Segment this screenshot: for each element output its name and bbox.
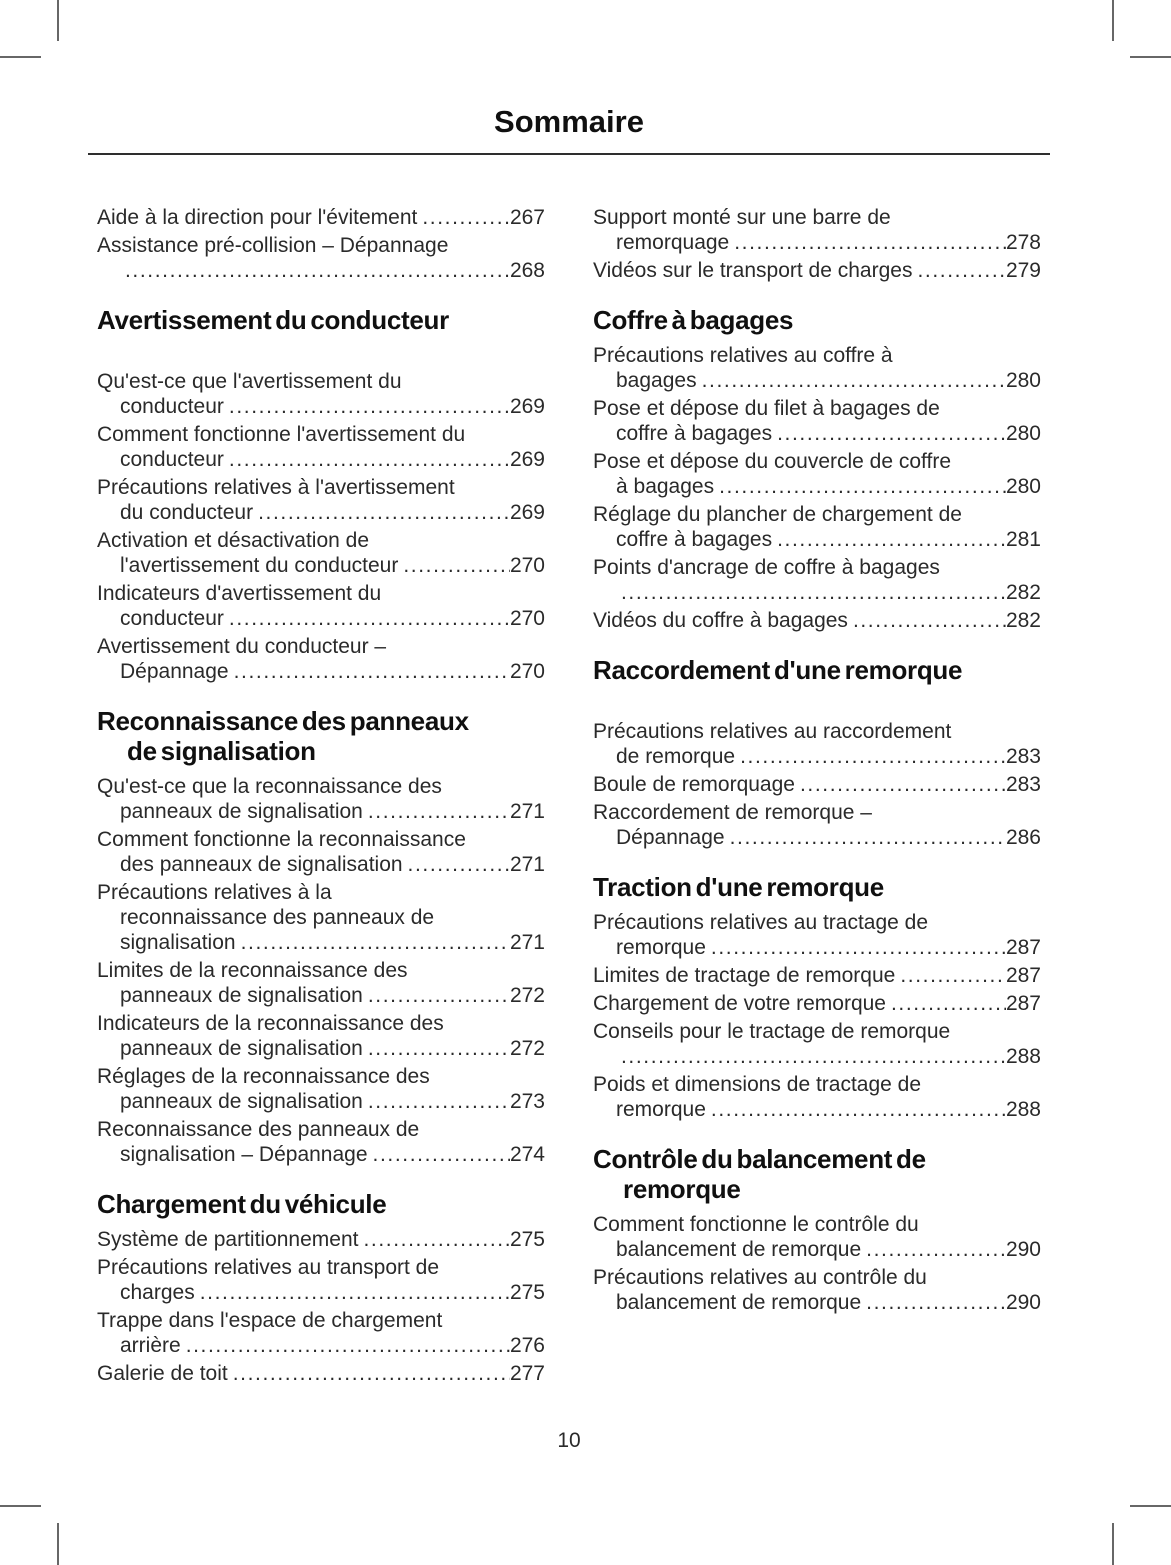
- toc-entry-text-line: Précautions relatives au tractage de: [593, 911, 929, 934]
- toc-entry: [97, 1308, 545, 1358]
- toc-entry-page-number: 283: [1005, 745, 1041, 768]
- toc-entry-page-number: 271: [509, 931, 545, 954]
- dot-leader: [861, 1237, 1006, 1262]
- dot-leader: [120, 258, 510, 283]
- dot-leader: [735, 744, 1006, 769]
- toc-entry-text: Chargement de votre remorque: [593, 992, 886, 1015]
- toc-entry-page-number: 282: [1005, 609, 1041, 632]
- crop-mark-bottom-left-vertical: [57, 1523, 59, 1565]
- toc-entry-text-line: Reconnaissance des panneaux de: [97, 1118, 420, 1141]
- dot-leader: [358, 1227, 509, 1252]
- toc-entry-text: Aide à la direction pour l'évitement: [97, 206, 418, 229]
- toc-entry-last-line: [593, 1044, 1041, 1069]
- toc-entry-last-line: [97, 799, 545, 824]
- toc-entry: [593, 772, 1041, 797]
- toc-entry-last-line: [97, 205, 545, 230]
- dot-leader: [398, 553, 510, 578]
- dot-leader: [224, 447, 510, 472]
- toc-entry-text: panneaux de signalisation: [120, 1090, 363, 1113]
- section-heading-line: Chargement du véhicule: [97, 1189, 387, 1219]
- toc-entry-text: panneaux de signalisation: [120, 1037, 363, 1060]
- toc-entry-text: à bagages: [616, 475, 715, 498]
- crop-mark-bottom-right-vertical: [1112, 1523, 1114, 1565]
- toc-entry-page-number: 269: [509, 395, 545, 418]
- toc-entry-text: signalisation – Dépannage: [120, 1143, 368, 1166]
- crop-mark-bottom-right-horizontal: [1130, 1505, 1171, 1507]
- toc-entry: [97, 1011, 545, 1061]
- toc-entry-last-line: [593, 772, 1041, 797]
- toc-entry: [593, 1265, 1041, 1315]
- toc-entry-last-line: [593, 1290, 1041, 1315]
- toc-entry: [97, 581, 545, 631]
- toc-entry-text-line: Support monté sur une barre de: [593, 206, 891, 229]
- toc-entry-text-line: Raccordement de remorque –: [593, 801, 872, 824]
- dot-leader: [228, 1361, 510, 1386]
- toc-entry-last-line: [97, 1361, 545, 1386]
- toc-entry-last-line: [593, 1097, 1041, 1122]
- toc-entry: [593, 991, 1041, 1016]
- toc-entry-text-line: Comment fonctionne le contrôle du: [593, 1213, 919, 1236]
- toc-entry-page-number: 286: [1005, 826, 1041, 849]
- toc-entry-last-line: [593, 474, 1041, 499]
- dot-leader: [236, 930, 510, 955]
- dot-leader: [886, 991, 1006, 1016]
- toc-entry-page-number: 288: [1005, 1098, 1041, 1121]
- section-heading-line: Raccordement d'une remorque: [593, 655, 963, 685]
- toc-entry-page-number: 278: [1005, 231, 1041, 254]
- toc-entry-last-line: [97, 1142, 545, 1167]
- toc-entry-page-number: 279: [1005, 259, 1041, 282]
- toc-entry-last-line: [97, 930, 545, 955]
- toc-entry-text-line: Qu'est-ce que l'avertissement du: [97, 370, 402, 393]
- toc-entry-text: arrière: [120, 1334, 181, 1357]
- toc-entry-page-number: 269: [509, 448, 545, 471]
- toc-entry-text: Boule de remorquage: [593, 773, 795, 796]
- toc-entry-page-number: 275: [509, 1228, 545, 1251]
- toc-column-right: [593, 205, 1041, 1318]
- section-heading: [593, 1144, 1041, 1204]
- toc-entry-text-line: Limites de la reconnaissance des: [97, 959, 408, 982]
- toc-entry-last-line: [593, 744, 1041, 769]
- toc-entry-last-line: [593, 230, 1041, 255]
- toc-entry: [97, 958, 545, 1008]
- dot-leader: [725, 825, 1006, 850]
- dot-leader: [417, 205, 510, 230]
- dot-leader: [224, 394, 510, 419]
- dot-leader: [772, 421, 1006, 446]
- toc-entry: [593, 555, 1041, 605]
- toc-entry-text: conducteur: [120, 607, 224, 630]
- toc-entry-text-line: Précautions relatives à l'avertissement: [97, 476, 455, 499]
- toc-entry-text-line: Réglages de la reconnaissance des: [97, 1065, 430, 1088]
- toc-entry-text-line: Points d'ancrage de coffre à bagages: [593, 556, 940, 579]
- crop-mark-bottom-left-horizontal: [0, 1505, 41, 1507]
- dot-leader: [848, 608, 1006, 633]
- toc-entry-text: Galerie de toit: [97, 1362, 228, 1385]
- crop-mark-top-right-vertical: [1112, 0, 1114, 41]
- toc-entry: [593, 963, 1041, 988]
- toc-entry: [593, 800, 1041, 850]
- toc-entry: [97, 827, 545, 877]
- dot-leader: [363, 1036, 510, 1061]
- dot-leader: [729, 230, 1006, 255]
- toc-entry-last-line: [593, 1237, 1041, 1262]
- toc-entry-text: charges: [120, 1281, 195, 1304]
- toc-entry-text: Vidéos du coffre à bagages: [593, 609, 848, 632]
- toc-entry-page-number: 277: [509, 1362, 545, 1385]
- toc-entry-page-number: 290: [1005, 1238, 1041, 1261]
- toc-entry-text: remorque: [616, 936, 706, 959]
- toc-entry-text: Système de partitionnement: [97, 1228, 359, 1251]
- toc-entry: [97, 1255, 545, 1305]
- toc-entry: [97, 369, 545, 419]
- dot-leader: [368, 1142, 510, 1167]
- section-heading-line: Coffre à bagages: [593, 305, 794, 335]
- toc-entry-text: bagages: [616, 369, 697, 392]
- dot-leader: [363, 799, 510, 824]
- dot-leader: [912, 258, 1005, 283]
- section-heading: [97, 706, 545, 766]
- toc-entry: [97, 1117, 545, 1167]
- toc-entry-text: remorquage: [616, 231, 730, 254]
- toc-entry-text-line: Qu'est-ce que la reconnaissance des: [97, 775, 442, 798]
- toc-entry-page-number: 270: [509, 554, 545, 577]
- toc-entry-text-line: Poids et dimensions de tractage de: [593, 1073, 922, 1096]
- toc-entry-last-line: [97, 447, 545, 472]
- toc-entry: [593, 719, 1041, 769]
- toc-entry: [593, 1019, 1041, 1069]
- toc-entry-text-line: Réglage du plancher de chargement de: [593, 503, 962, 526]
- toc-entry-page-number: 280: [1005, 475, 1041, 498]
- section-heading-line: remorque: [623, 1174, 741, 1204]
- toc-entry-text-line: Précautions relatives au contrôle du: [593, 1266, 927, 1289]
- toc-entry-page-number: 290: [1005, 1291, 1041, 1314]
- toc-entry-page-number: 273: [509, 1090, 545, 1113]
- toc-entry-text-line: Pose et dépose du couvercle de coffre: [593, 450, 952, 473]
- dot-leader: [253, 500, 510, 525]
- dot-leader: [229, 659, 510, 684]
- toc-entry: [97, 422, 545, 472]
- section-heading: [97, 305, 545, 335]
- toc-entry-text-line: Indicateurs d'avertissement du: [97, 582, 382, 605]
- dot-leader: [706, 935, 1006, 960]
- crop-mark-top-right-horizontal: [1130, 56, 1171, 58]
- toc-entry-text: conducteur: [120, 395, 224, 418]
- toc-entry-text-line: Précautions relatives au raccordement: [593, 720, 952, 743]
- toc-entry-text: panneaux de signalisation: [120, 800, 363, 823]
- toc-entry-text: Limites de tractage de remorque: [593, 964, 896, 987]
- toc-entry-text-line: Trappe dans l'espace de chargement: [97, 1309, 443, 1332]
- toc-entry-page-number: 272: [509, 984, 545, 1007]
- toc-entry: [593, 396, 1041, 446]
- toc-entry-text-line: Précautions relatives à la: [97, 881, 332, 904]
- toc-entry-text: coffre à bagages: [616, 422, 773, 445]
- toc-entry: [97, 528, 545, 578]
- section-heading: [593, 305, 1041, 335]
- toc-entry-last-line: [593, 258, 1041, 283]
- toc-entry: [97, 233, 545, 283]
- toc-entry-text-line: Avertissement du conducteur –: [97, 635, 387, 658]
- toc-entry: [97, 634, 545, 684]
- toc-entry-last-line: [97, 1280, 545, 1305]
- toc-entry-text-line: Précautions relatives au coffre à: [593, 344, 893, 367]
- toc-entry-text-line: Précautions relatives au transport de: [97, 1256, 440, 1279]
- toc-entry-last-line: [97, 983, 545, 1008]
- toc-entry: [97, 205, 545, 230]
- toc-entry: [593, 910, 1041, 960]
- toc-entry-last-line: [97, 1227, 545, 1252]
- toc-entry: [593, 449, 1041, 499]
- section-heading-line: Traction d'une remorque: [593, 872, 884, 902]
- dot-leader: [861, 1290, 1006, 1315]
- dot-leader: [363, 983, 510, 1008]
- toc-entry-text-line: reconnaissance des panneaux de: [120, 906, 435, 929]
- toc-entry-text: coffre à bagages: [616, 528, 773, 551]
- toc-entry-text: de remorque: [616, 745, 736, 768]
- toc-entry-page-number: 283: [1005, 773, 1041, 796]
- toc-entry-page-number: 287: [1005, 936, 1041, 959]
- toc-entry-text-line: Conseils pour le tractage de remorque: [593, 1020, 951, 1043]
- section-heading: [97, 1189, 545, 1219]
- toc-entry-text: du conducteur: [120, 501, 254, 524]
- dot-leader: [195, 1280, 510, 1305]
- toc-entry-text: Vidéos sur le transport de charges: [593, 259, 913, 282]
- dot-leader: [616, 580, 1006, 605]
- toc-entry-last-line: [593, 608, 1041, 633]
- toc-entry-text: remorque: [616, 1098, 706, 1121]
- toc-entry-last-line: [97, 1036, 545, 1061]
- dot-leader: [714, 474, 1006, 499]
- crop-mark-top-left-horizontal: [0, 56, 41, 58]
- dot-leader: [895, 963, 1006, 988]
- toc-entry-last-line: [593, 935, 1041, 960]
- toc-entry: [593, 1072, 1041, 1122]
- toc-entry-page-number: 275: [509, 1281, 545, 1304]
- toc-entry-text: des panneaux de signalisation: [120, 853, 403, 876]
- dot-leader: [363, 1089, 510, 1114]
- toc-entry: [593, 502, 1041, 552]
- toc-entry: [97, 475, 545, 525]
- toc-entry-text-line: Indicateurs de la reconnaissance des: [97, 1012, 444, 1035]
- toc-entry-text: Dépannage: [616, 826, 725, 849]
- toc-entry-last-line: [97, 659, 545, 684]
- toc-entry-page-number: 280: [1005, 422, 1041, 445]
- toc-entry-page-number: 270: [509, 660, 545, 683]
- dot-leader: [224, 606, 510, 631]
- crop-mark-top-left-vertical: [57, 0, 59, 41]
- toc-entry-page-number: 271: [509, 800, 545, 823]
- toc-entry-page-number: 287: [1005, 964, 1041, 987]
- toc-entry-last-line: [593, 368, 1041, 393]
- toc-entry-text-line: Activation et désactivation de: [97, 529, 369, 552]
- toc-entry-text: panneaux de signalisation: [120, 984, 363, 1007]
- toc-entry-text-line: Assistance pré-collision – Dépannage: [97, 234, 449, 257]
- toc-entry-text-line: Comment fonctionne la reconnaissance: [97, 828, 466, 851]
- toc-entry-page-number: 269: [509, 501, 545, 524]
- toc-entry: [97, 1227, 545, 1252]
- toc-entry-last-line: [97, 553, 545, 578]
- toc-entry-page-number: 282: [1005, 581, 1041, 604]
- page-number: 10: [557, 1429, 581, 1452]
- toc-entry-last-line: [593, 527, 1041, 552]
- toc-entry-text: conducteur: [120, 448, 224, 471]
- section-heading: [593, 872, 1041, 902]
- toc-entry-page-number: 288: [1005, 1045, 1041, 1068]
- toc-entry: [593, 608, 1041, 633]
- toc-entry: [593, 258, 1041, 283]
- toc-entry-page-number: 276: [509, 1334, 545, 1357]
- dot-leader: [697, 368, 1006, 393]
- toc-entry-last-line: [593, 421, 1041, 446]
- toc-entry: [97, 880, 545, 955]
- toc-entry-last-line: [593, 963, 1041, 988]
- toc-entry-page-number: 281: [1005, 528, 1041, 551]
- toc-entry: [593, 343, 1041, 393]
- toc-entry-last-line: [97, 258, 545, 283]
- toc-entry-page-number: 270: [509, 607, 545, 630]
- toc-entry-text-line: Pose et dépose du filet à bagages de: [593, 397, 940, 420]
- section-heading-line: de signalisation: [127, 736, 316, 766]
- toc: [97, 205, 1041, 1389]
- toc-entry-text-line: Comment fonctionne l'avertissement du: [97, 423, 466, 446]
- toc-column-left: [97, 205, 545, 1389]
- toc-entry-page-number: 280: [1005, 369, 1041, 392]
- dot-leader: [616, 1044, 1006, 1069]
- title-rule: [88, 153, 1050, 155]
- dot-leader: [706, 1097, 1006, 1122]
- toc-entry-last-line: [593, 580, 1041, 605]
- toc-entry-text: Dépannage: [120, 660, 229, 683]
- toc-entry-last-line: [97, 1089, 545, 1114]
- toc-entry-text: balancement de remorque: [616, 1238, 862, 1261]
- toc-entry-page-number: 268: [509, 259, 545, 282]
- section-heading-line: Avertissement du conducteur: [97, 305, 449, 335]
- page-title: Sommaire: [494, 104, 644, 139]
- toc-entry-last-line: [97, 852, 545, 877]
- toc-entry-page-number: 271: [509, 853, 545, 876]
- dot-leader: [181, 1333, 510, 1358]
- toc-entry-last-line: [97, 500, 545, 525]
- toc-entry: [97, 1361, 545, 1386]
- toc-entry-last-line: [97, 606, 545, 631]
- toc-entry-text: l'avertissement du conducteur: [120, 554, 399, 577]
- toc-entry-last-line: [97, 394, 545, 419]
- toc-entry-last-line: [593, 825, 1041, 850]
- section-heading-line: Reconnaissance des panneaux: [97, 706, 469, 736]
- dot-leader: [403, 852, 510, 877]
- toc-entry-page-number: 272: [509, 1037, 545, 1060]
- toc-entry-page-number: 267: [509, 206, 545, 229]
- toc-entry: [593, 205, 1041, 255]
- toc-entry-page-number: 274: [509, 1143, 545, 1166]
- toc-entry-text: signalisation: [120, 931, 236, 954]
- toc-entry-text: balancement de remorque: [616, 1291, 862, 1314]
- toc-entry-last-line: [593, 991, 1041, 1016]
- toc-entry-page-number: 287: [1005, 992, 1041, 1015]
- toc-entry-last-line: [97, 1333, 545, 1358]
- dot-leader: [795, 772, 1006, 797]
- section-heading-line: Contrôle du balancement de: [593, 1144, 926, 1174]
- dot-leader: [772, 527, 1006, 552]
- toc-entry: [97, 774, 545, 824]
- section-heading: [593, 655, 1041, 685]
- toc-entry: [593, 1212, 1041, 1262]
- toc-entry: [97, 1064, 545, 1114]
